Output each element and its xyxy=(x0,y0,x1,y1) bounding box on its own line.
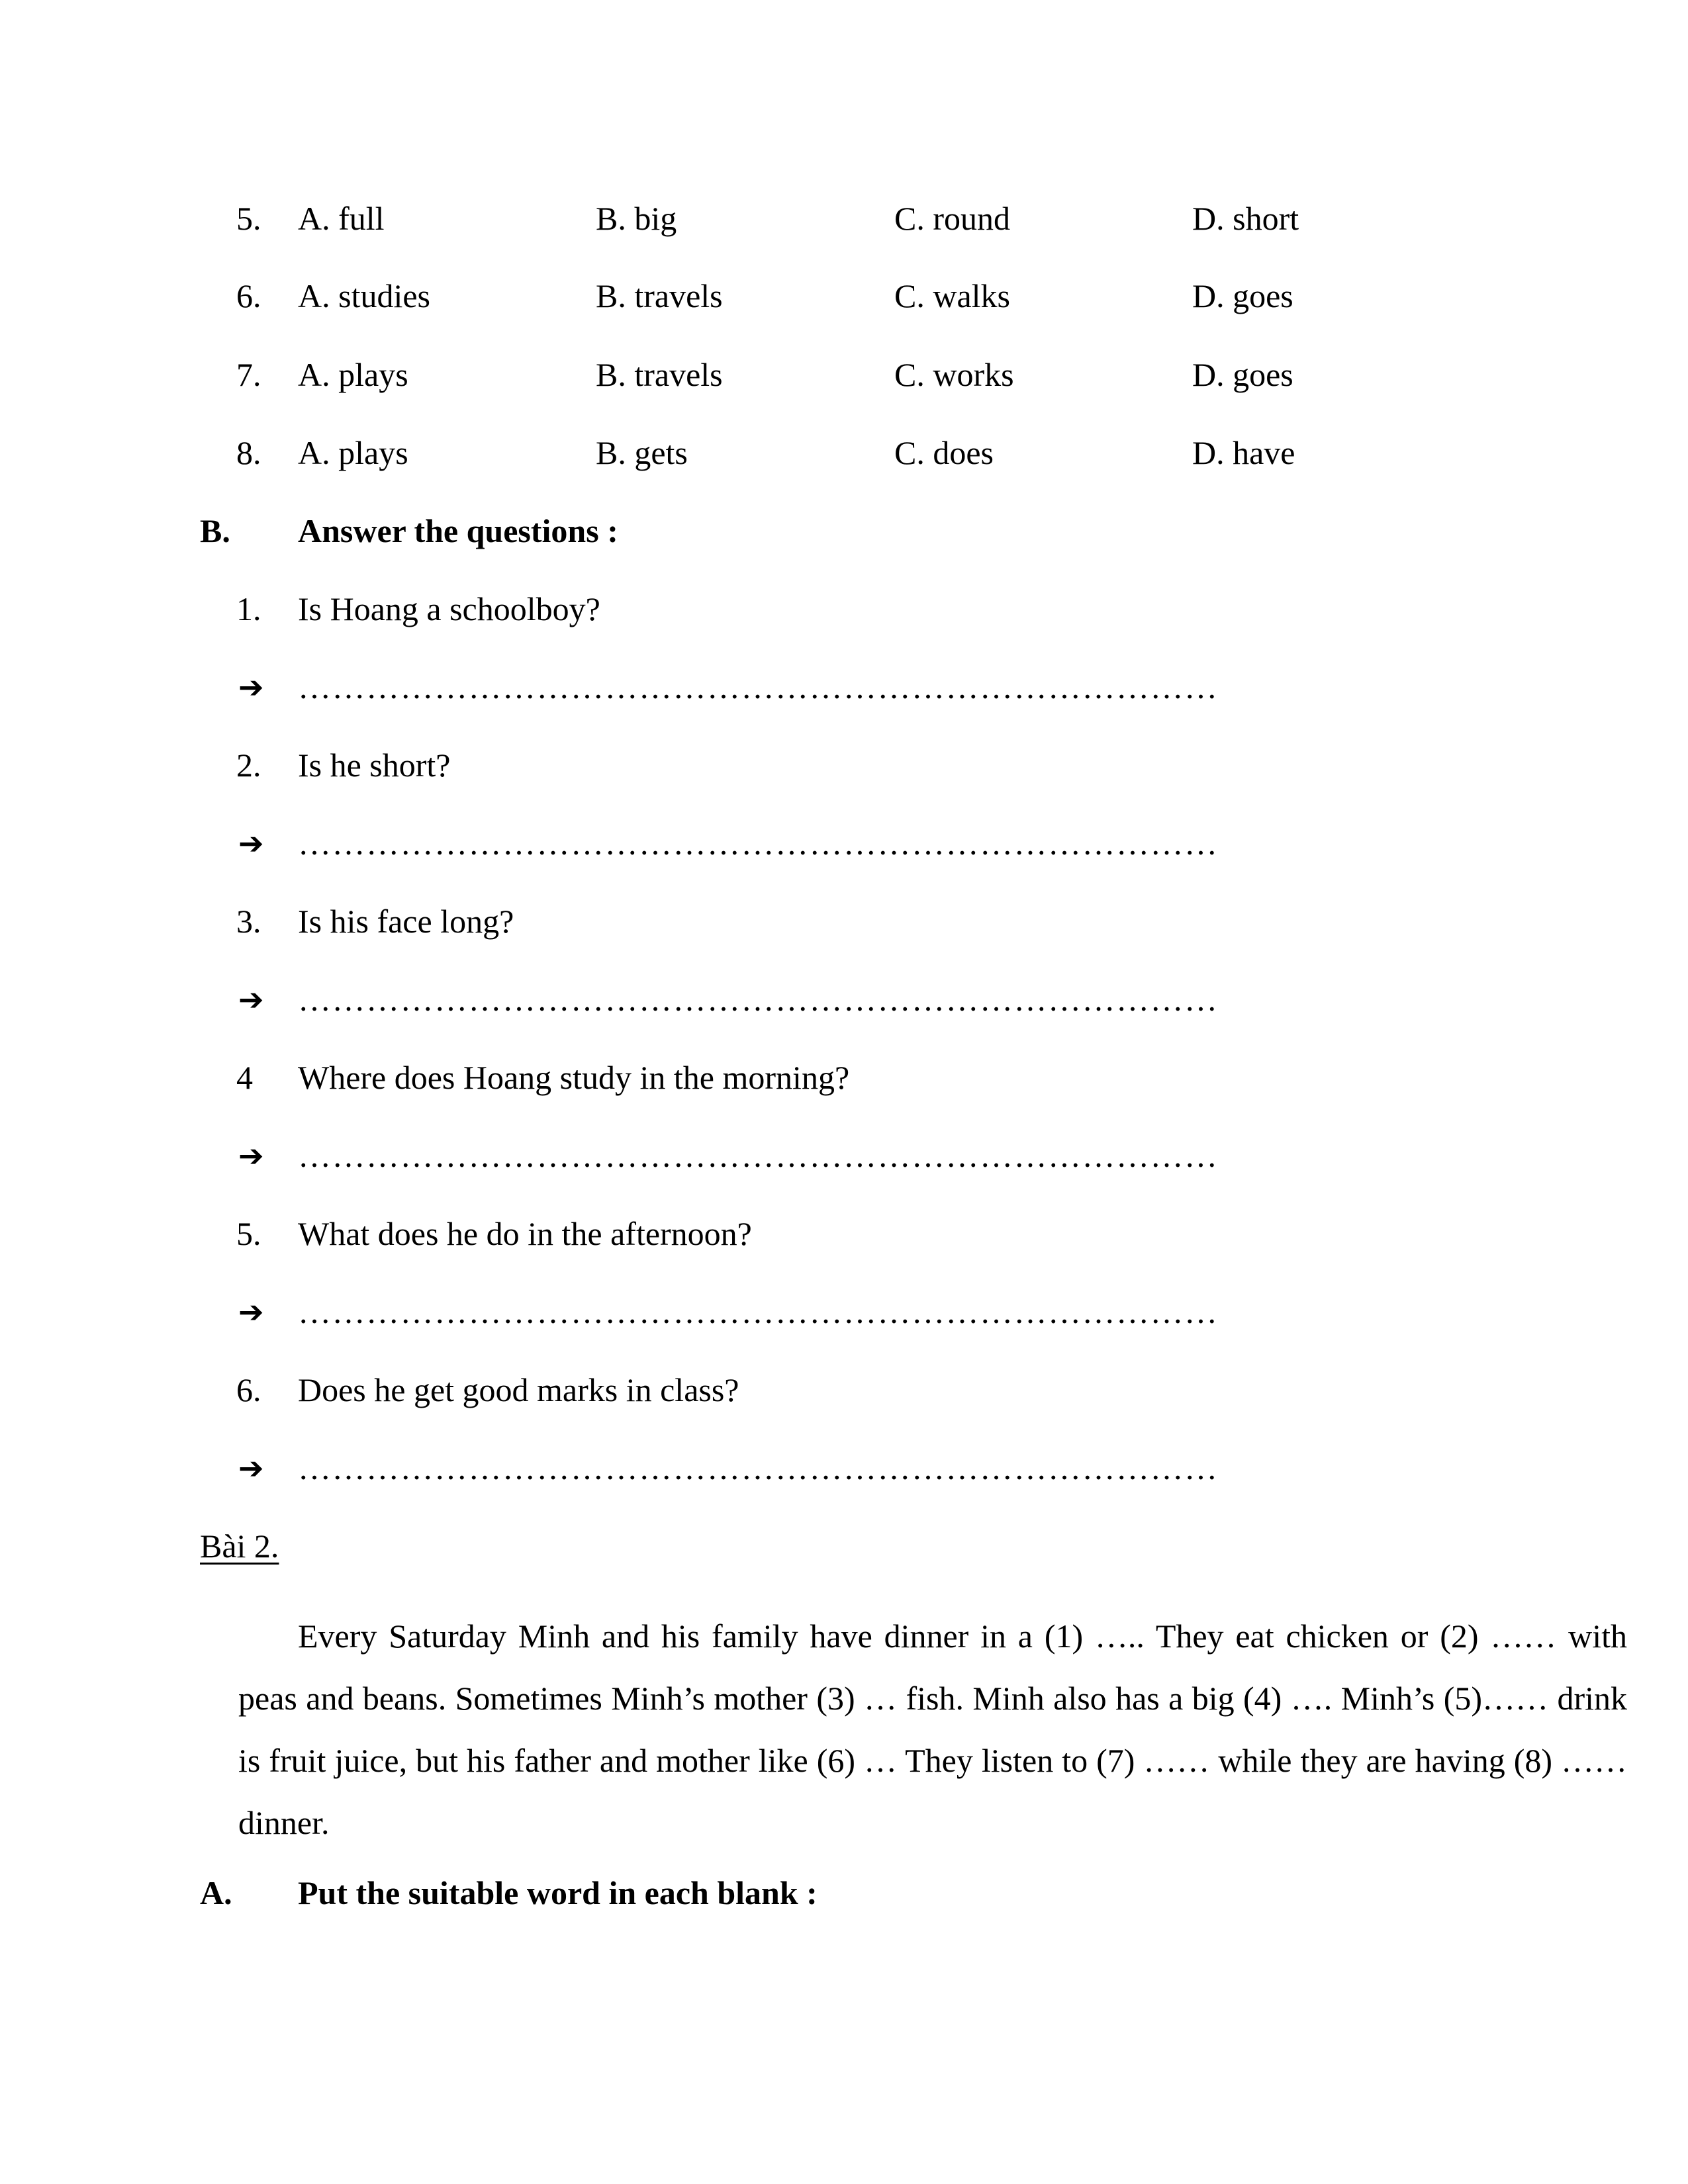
answer-line-4 xyxy=(0,1139,1688,1179)
mc-item-number: 6. xyxy=(236,277,261,314)
question-3 xyxy=(0,905,1688,944)
answer-blank[interactable]: ……………………………………………………………………… xyxy=(298,1293,1219,1330)
question-number: 5. xyxy=(236,1215,261,1252)
mc-item-6 xyxy=(0,279,1688,319)
arrow-right-icon: ➔ xyxy=(238,1294,264,1330)
mc-item-5 xyxy=(0,202,1688,242)
arrow-right-icon: ➔ xyxy=(238,1450,264,1486)
question-number: 3. xyxy=(236,903,261,940)
section-b-heading xyxy=(0,514,1688,554)
question-text: Does he get good marks in class? xyxy=(298,1371,739,1408)
answer-line-5 xyxy=(0,1295,1688,1335)
mc-option-c: C. round xyxy=(894,200,1010,237)
answer-line-3 xyxy=(0,983,1688,1023)
answer-blank[interactable]: ……………………………………………………………………… xyxy=(298,1137,1219,1174)
answer-blank[interactable]: ……………………………………………………………………… xyxy=(298,825,1219,862)
question-6 xyxy=(0,1373,1688,1413)
mc-option-c: C. works xyxy=(894,356,1014,393)
mc-option-a: A. plays xyxy=(298,356,408,393)
question-1 xyxy=(0,592,1688,632)
answer-line-6 xyxy=(0,1451,1688,1491)
mc-option-c: C. does xyxy=(894,434,994,471)
mc-option-b: B. travels xyxy=(596,356,723,393)
question-text: Is his face long? xyxy=(298,903,514,940)
question-number: 2. xyxy=(236,747,261,784)
question-text: Is Hoang a schoolboy? xyxy=(298,590,600,627)
reading-passage: Every Saturday Minh and his family have dinner in a (1) ….. They eat chicken or (2) …… with peas and beans. Sometimes Minh’s mother (3) … fish. Minh also has a big (4) …. Minh’s (5)…… drink is fruit juice, but his father and mother like (6) … They listen to (7) …… while they are having (8) …… dinner. xyxy=(238,1617,1627,1841)
mc-option-a: A. studies xyxy=(298,277,430,314)
answer-line-1 xyxy=(0,670,1688,710)
section-letter: B. xyxy=(200,512,230,549)
mc-item-number: 5. xyxy=(236,200,261,237)
mc-option-b: B. big xyxy=(596,200,677,237)
question-2 xyxy=(0,749,1688,788)
mc-option-a: A. plays xyxy=(298,434,408,471)
arrow-right-icon: ➔ xyxy=(238,1138,264,1173)
mc-option-d: D. have xyxy=(1192,434,1295,471)
arrow-right-icon: ➔ xyxy=(238,981,264,1017)
question-text: Is he short? xyxy=(298,747,451,784)
answer-blank[interactable]: ……………………………………………………………………… xyxy=(298,1449,1219,1486)
question-number: 1. xyxy=(236,590,261,627)
mc-option-b: B. gets xyxy=(596,434,688,471)
answer-blank[interactable]: ……………………………………………………………………… xyxy=(298,668,1219,705)
mc-option-d: D. goes xyxy=(1192,277,1293,314)
question-number: 6. xyxy=(236,1371,261,1408)
mc-item-8 xyxy=(0,436,1688,476)
section-letter: A. xyxy=(200,1874,232,1911)
mc-option-d: D. short xyxy=(1192,200,1299,237)
mc-option-a: A. full xyxy=(298,200,385,237)
bai-2-heading xyxy=(0,1529,1688,1569)
question-text: Where does Hoang study in the morning? xyxy=(298,1059,850,1096)
section-title: Put the suitable word in each blank : xyxy=(298,1874,818,1911)
mc-item-number: 7. xyxy=(236,356,261,393)
mc-option-c: C. walks xyxy=(894,277,1010,314)
arrow-right-icon: ➔ xyxy=(238,825,264,861)
mc-item-7 xyxy=(0,358,1688,398)
mc-item-number: 8. xyxy=(236,434,261,471)
question-text: What does he do in the afternoon? xyxy=(298,1215,752,1252)
answer-line-2 xyxy=(0,827,1688,866)
answer-blank[interactable]: ……………………………………………………………………… xyxy=(298,981,1219,1018)
question-5 xyxy=(0,1217,1688,1257)
section-title: Answer the questions : xyxy=(298,512,618,549)
exercise-heading: Bài 2. xyxy=(200,1527,279,1565)
mc-option-b: B. travels xyxy=(596,277,723,314)
mc-option-d: D. goes xyxy=(1192,356,1293,393)
section-a-heading xyxy=(0,1876,1688,1916)
question-4 xyxy=(0,1061,1688,1101)
arrow-right-icon: ➔ xyxy=(238,669,264,705)
question-number: 4 xyxy=(236,1059,253,1096)
